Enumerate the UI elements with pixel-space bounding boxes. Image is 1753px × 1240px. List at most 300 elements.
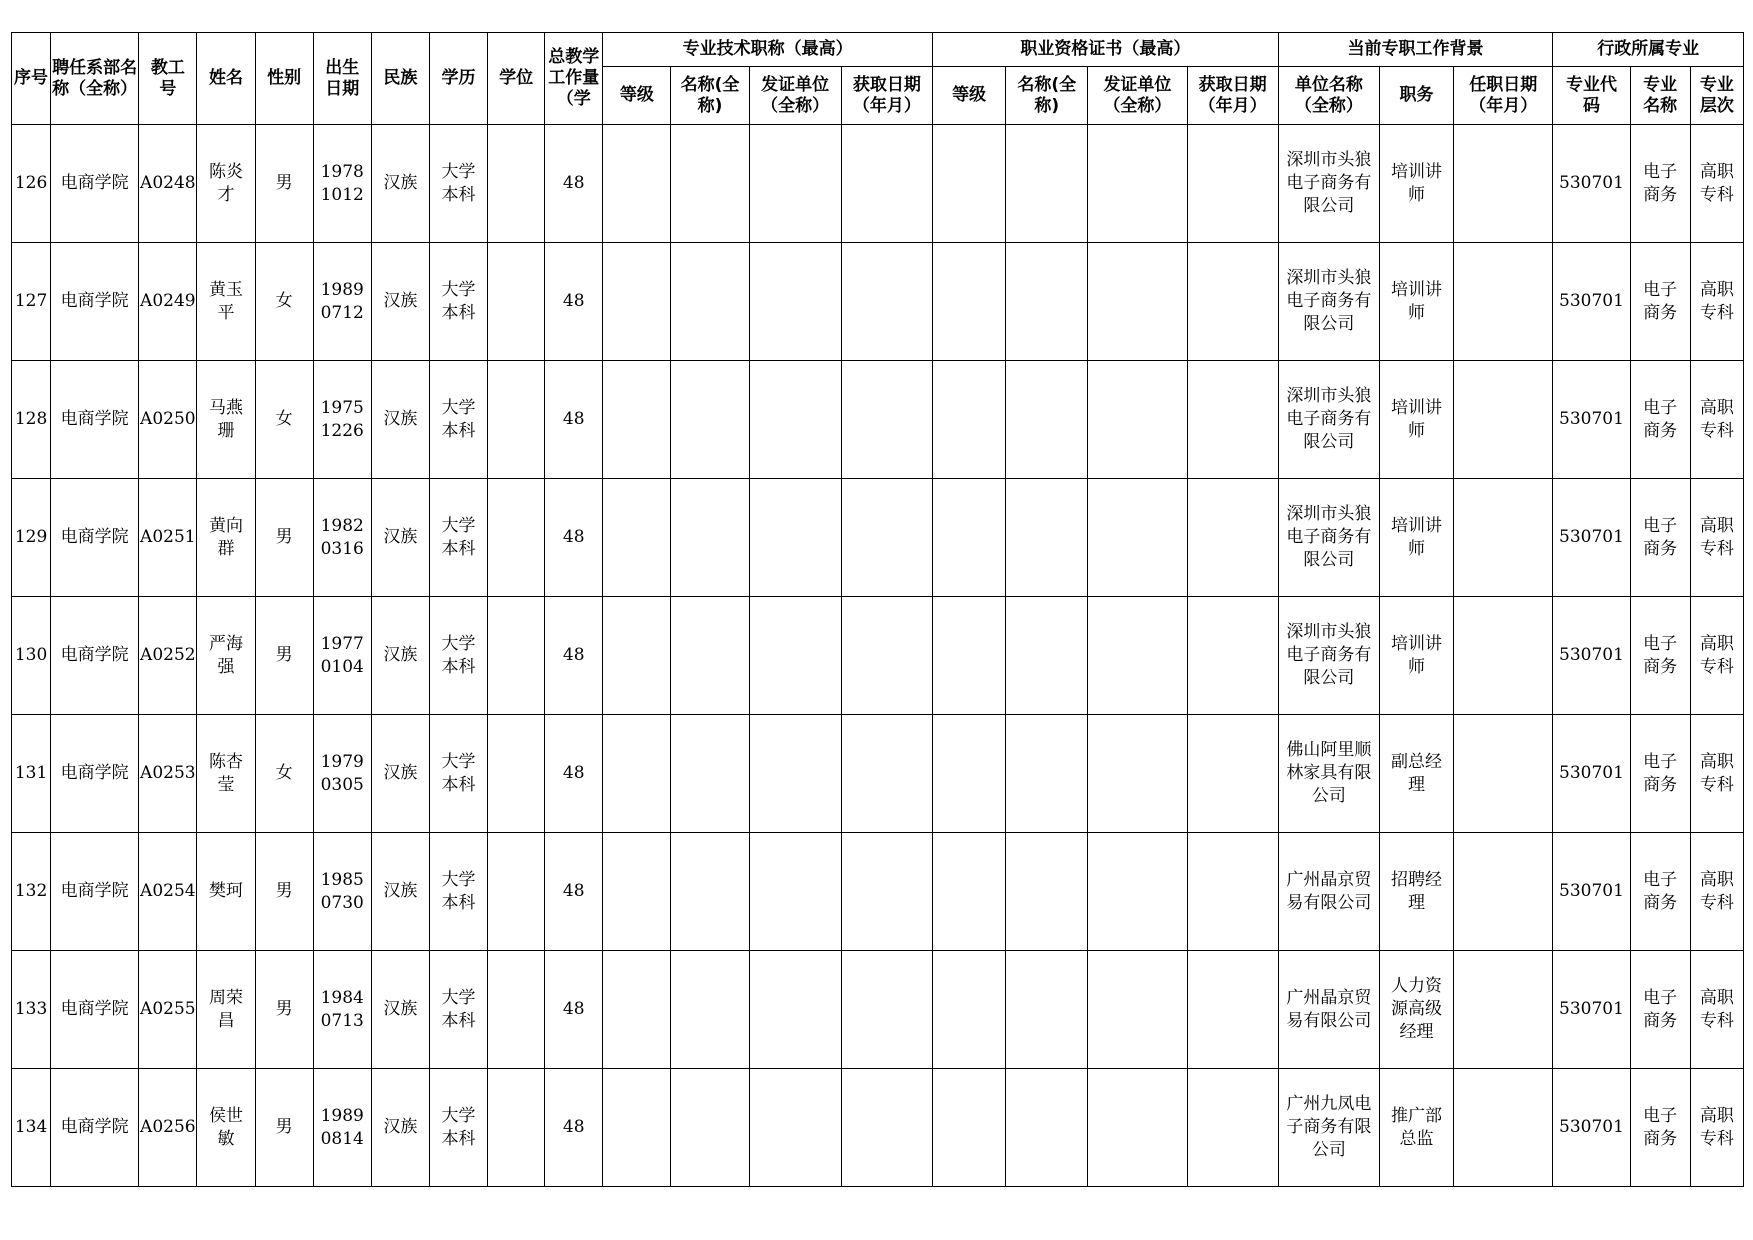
cell-workload-text: 48 [562,527,585,547]
cell-level [603,715,671,833]
col-header-major-code: 专业代码 [1553,67,1630,125]
cell-level [603,597,671,715]
cell-birth [313,479,371,597]
cell-ethnicity [371,951,429,1069]
col-header-employer: 单位名称（全称） [1278,67,1379,125]
cell-employer-text: 深圳市头狼电子商务有限公司 [1286,386,1372,452]
col-header-title-name: 名称(全称) [671,67,749,125]
cell-employer-text: 深圳市头狼电子商务有限公司 [1286,504,1372,570]
cell-ethnicity-text: 汉族 [383,999,418,1019]
cell-ethnicity [371,597,429,715]
cell-employer [1278,125,1379,243]
cell-cert-issuer [1088,479,1187,597]
cell-major-name-text: 电子商务 [1643,751,1678,795]
cell-seq-text: 131 [14,763,48,783]
cell-major-level-text: 高职专科 [1699,1105,1734,1149]
cell-cert-date [1187,833,1278,951]
cell-staff-id [139,833,197,951]
cell-issuer [749,125,841,243]
cell-title-name [671,125,749,243]
cell-education [429,1069,487,1187]
cell-cert-name [1006,479,1088,597]
cell-ethnicity-text: 汉族 [383,527,418,547]
cell-title-name [671,1069,749,1187]
cell-major-name [1630,125,1690,243]
cell-employer [1278,361,1379,479]
cell-dept-text: 电商学院 [60,409,129,429]
cell-level [603,479,671,597]
group-header-admin: 行政所属专业 [1553,33,1744,67]
cell-cert-issuer [1088,951,1187,1069]
cell-gender [255,833,313,951]
cell-education [429,361,487,479]
cell-gender [255,479,313,597]
cell-cert-issuer [1088,125,1187,243]
cell-position [1379,597,1453,715]
cell-workload [545,361,603,479]
cell-title-name [671,479,749,597]
cell-issuer [749,715,841,833]
cell-ethnicity [371,243,429,361]
col-header-cert-date: 获取日期（年月） [1187,67,1278,125]
cell-cert-issuer [1088,833,1187,951]
group-header-cert: 职业资格证书（最高） [932,33,1278,67]
table-row [12,833,1744,951]
cell-employer-text: 广州九凤电子商务有限公司 [1286,1094,1372,1160]
cell-major-name [1630,715,1690,833]
col-header-cert-issuer: 发证单位（全称） [1088,67,1187,125]
col-header-major-level: 专业层次 [1690,67,1743,125]
cell-workload-text: 48 [562,881,585,901]
cell-major-name [1630,479,1690,597]
cell-degree [488,243,545,361]
cell-tenure [1454,125,1553,243]
cell-major-level-text: 高职专科 [1699,397,1734,441]
cell-dept-text: 电商学院 [60,527,129,547]
cell-employer [1278,1069,1379,1187]
cell-birth [313,833,371,951]
cell-ethnicity [371,479,429,597]
cell-cert-name [1006,597,1088,715]
cell-workload [545,951,603,1069]
cell-workload-text: 48 [562,409,585,429]
cell-education-text: 大学本科 [441,633,476,677]
cell-cert-date [1187,1069,1278,1187]
cell-position-text: 副总经理 [1391,751,1443,795]
cell-obtain-date [841,951,932,1069]
cell-workload-text: 48 [562,1117,585,1137]
cell-obtain-date [841,833,932,951]
cell-title-name [671,833,749,951]
cell-position [1379,715,1453,833]
cell-seq-text: 132 [14,881,48,901]
cell-ethnicity [371,361,429,479]
cell-employer-text: 深圳市头狼电子商务有限公司 [1286,268,1372,334]
cell-name-text: 侯世敏 [208,1105,243,1149]
cell-gender-text: 男 [275,527,293,547]
cell-position-text: 推广部总监 [1391,1105,1443,1149]
cell-issuer [749,479,841,597]
cell-seq-text: 133 [14,999,48,1019]
cell-employer [1278,833,1379,951]
cell-ethnicity-text: 汉族 [383,881,418,901]
cell-dept-text: 电商学院 [60,173,129,193]
cell-cert-level [932,479,1005,597]
cell-workload [545,1069,603,1187]
cell-employer [1278,479,1379,597]
cell-gender [255,597,313,715]
cell-cert-date [1187,243,1278,361]
cell-seq [12,1069,51,1187]
cell-dept-text: 电商学院 [60,999,129,1019]
col-header-seq: 序号 [12,33,51,125]
cell-major-level [1690,243,1743,361]
cell-cert-issuer [1088,361,1187,479]
cell-name-text: 陈杏莹 [208,751,243,795]
cell-position [1379,243,1453,361]
cell-gender-text: 男 [275,645,293,665]
cell-education-text: 大学本科 [441,397,476,441]
cell-obtain-date [841,597,932,715]
cell-position [1379,361,1453,479]
cell-seq [12,833,51,951]
cell-major-code [1553,951,1630,1069]
cell-name-text: 严海强 [208,633,243,677]
cell-degree [488,833,545,951]
cell-education [429,597,487,715]
cell-major-name [1630,361,1690,479]
cell-degree [488,951,545,1069]
cell-major-name [1630,833,1690,951]
cell-name [197,479,255,597]
cell-education-text: 大学本科 [441,987,476,1031]
group-header-job: 当前专职工作背景 [1278,33,1553,67]
cell-title-name [671,243,749,361]
cell-seq-text: 126 [14,173,48,193]
cell-seq-text: 129 [14,527,48,547]
table-row [12,597,1744,715]
cell-staff-id-text: A0256 [140,1117,196,1137]
cell-name [197,951,255,1069]
cell-title-name [671,715,749,833]
cell-major-code-text: 530701 [1559,763,1624,783]
cell-birth [313,597,371,715]
cell-seq [12,715,51,833]
cell-major-level [1690,833,1743,951]
col-header-workload: 总教学工作量（学 [545,33,603,125]
cell-seq [12,243,51,361]
cell-seq-text: 128 [14,409,48,429]
cell-dept-text: 电商学院 [60,291,129,311]
cell-position-text: 培训讲师 [1391,397,1443,441]
cell-seq [12,361,51,479]
cell-issuer [749,243,841,361]
cell-position [1379,1069,1453,1187]
cell-staff-id-text: A0248 [140,173,196,193]
cell-obtain-date [841,479,932,597]
cell-major-code [1553,1069,1630,1187]
cell-major-name [1630,243,1690,361]
group-header-tech-title: 专业技术职称（最高） [603,33,933,67]
cell-major-name-text: 电子商务 [1643,633,1678,677]
cell-major-name-text: 电子商务 [1643,1105,1678,1149]
cell-employer-text: 广州晶京贸易有限公司 [1286,869,1372,913]
cell-seq [12,597,51,715]
cell-dept [51,1069,139,1187]
cell-education [429,479,487,597]
cell-staff-id-text: A0251 [140,527,196,547]
cell-major-level [1690,125,1743,243]
col-header-degree: 学位 [488,33,545,125]
cell-staff-id [139,243,197,361]
cell-employer [1278,243,1379,361]
cell-employer [1278,715,1379,833]
cell-employer [1278,951,1379,1069]
cell-education-text: 大学本科 [441,751,476,795]
cell-seq [12,951,51,1069]
col-header-education: 学历 [429,33,487,125]
cell-seq [12,479,51,597]
cell-cert-date [1187,479,1278,597]
cell-issuer [749,597,841,715]
cell-degree [488,715,545,833]
cell-major-level-text: 高职专科 [1699,633,1734,677]
cell-dept-text: 电商学院 [60,763,129,783]
cell-employer [1278,597,1379,715]
cell-cert-level [932,243,1005,361]
cell-major-name [1630,1069,1690,1187]
cell-ethnicity-text: 汉族 [383,1117,418,1137]
cell-birth-text: 19790305 [320,751,364,795]
cell-degree [488,479,545,597]
cell-birth-text: 19820316 [320,515,364,559]
cell-staff-id-text: A0255 [140,999,196,1019]
cell-title-name [671,361,749,479]
cell-degree [488,597,545,715]
cell-tenure [1454,1069,1553,1187]
cell-cert-date [1187,715,1278,833]
cell-obtain-date [841,715,932,833]
table-row [12,125,1744,243]
cell-name [197,125,255,243]
cell-name-text: 马燕珊 [208,397,243,441]
table-row [12,1069,1744,1187]
cell-employer-text: 佛山阿里顺林家具有限公司 [1286,740,1372,806]
cell-cert-name [1006,125,1088,243]
cell-staff-id [139,479,197,597]
cell-cert-issuer [1088,1069,1187,1187]
cell-level [603,125,671,243]
cell-cert-name [1006,1069,1088,1187]
cell-gender [255,715,313,833]
cell-birth [313,361,371,479]
cell-workload [545,715,603,833]
cell-dept [51,597,139,715]
cell-gender-text: 男 [275,881,293,901]
cell-tenure [1454,361,1553,479]
cell-dept [51,243,139,361]
cell-workload-text: 48 [562,999,585,1019]
cell-position [1379,479,1453,597]
cell-name-text: 黄玉平 [208,279,243,323]
cell-major-level-text: 高职专科 [1699,869,1734,913]
cell-cert-level [932,715,1005,833]
cell-position [1379,125,1453,243]
cell-degree [488,125,545,243]
table-row [12,243,1744,361]
col-header-major-name: 专业名称 [1630,67,1690,125]
cell-gender-text: 女 [275,409,293,429]
cell-staff-id [139,951,197,1069]
cell-dept [51,479,139,597]
cell-position-text: 培训讲师 [1391,633,1443,677]
cell-staff-id [139,715,197,833]
cell-cert-date [1187,125,1278,243]
cell-ethnicity [371,833,429,951]
cell-staff-id-text: A0252 [140,645,196,665]
cell-name [197,1069,255,1187]
cell-issuer [749,1069,841,1187]
cell-staff-id-text: A0253 [140,763,196,783]
cell-dept-text: 电商学院 [60,881,129,901]
cell-dept [51,951,139,1069]
cell-education-text: 大学本科 [441,279,476,323]
cell-issuer [749,361,841,479]
col-header-level: 等级 [603,67,671,125]
cell-seq [12,125,51,243]
cell-ethnicity-text: 汉族 [383,291,418,311]
cell-birth-text: 19840713 [320,987,364,1031]
cell-major-level [1690,951,1743,1069]
cell-workload [545,597,603,715]
table-row [12,479,1744,597]
cell-staff-id [139,361,197,479]
cell-issuer [749,833,841,951]
cell-major-level [1690,361,1743,479]
col-header-cert-name: 名称(全称) [1006,67,1088,125]
cell-major-code [1553,243,1630,361]
cell-issuer [749,951,841,1069]
cell-staff-id-text: A0250 [140,409,196,429]
cell-workload [545,243,603,361]
cell-birth-text: 19890814 [320,1105,364,1149]
cell-major-level-text: 高职专科 [1699,987,1734,1031]
cell-gender [255,125,313,243]
cell-cert-date [1187,361,1278,479]
cell-birth-text: 19850730 [320,869,364,913]
cell-birth [313,125,371,243]
cell-major-code [1553,125,1630,243]
cell-gender-text: 男 [275,173,293,193]
cell-name-text: 黄向群 [208,515,243,559]
cell-tenure [1454,715,1553,833]
cell-birth [313,243,371,361]
cell-seq-text: 130 [14,645,48,665]
col-header-staff-id: 教工号 [139,33,197,125]
cell-cert-name [1006,361,1088,479]
cell-workload [545,833,603,951]
cell-position [1379,951,1453,1069]
col-header-gender: 性别 [255,33,313,125]
cell-major-name [1630,951,1690,1069]
cell-gender-text: 男 [275,999,293,1019]
cell-staff-id [139,125,197,243]
cell-name-text: 陈炎才 [208,161,243,205]
cell-workload-text: 48 [562,173,585,193]
cell-major-code [1553,715,1630,833]
cell-education [429,715,487,833]
cell-cert-name [1006,833,1088,951]
cell-major-level [1690,715,1743,833]
cell-gender [255,243,313,361]
cell-position-text: 招聘经理 [1391,869,1443,913]
cell-obtain-date [841,361,932,479]
cell-dept-text: 电商学院 [60,645,129,665]
cell-ethnicity [371,715,429,833]
cell-major-name-text: 电子商务 [1643,161,1678,205]
cell-obtain-date [841,1069,932,1187]
cell-cert-level [932,833,1005,951]
cell-tenure [1454,243,1553,361]
cell-title-name [671,597,749,715]
col-header-name: 姓名 [197,33,255,125]
cell-major-level-text: 高职专科 [1699,161,1734,205]
cell-major-name-text: 电子商务 [1643,869,1678,913]
staff-table [11,32,1744,1187]
cell-gender [255,361,313,479]
cell-name [197,361,255,479]
cell-birth-text: 19751226 [320,397,364,441]
cell-birth-text: 19770104 [320,633,364,677]
cell-degree [488,1069,545,1187]
cell-name [197,597,255,715]
cell-dept [51,715,139,833]
cell-seq-text: 127 [14,291,48,311]
cell-cert-date [1187,951,1278,1069]
cell-ethnicity-text: 汉族 [383,409,418,429]
cell-birth-text: 19890712 [320,279,364,323]
cell-education-text: 大学本科 [441,515,476,559]
cell-major-code-text: 530701 [1559,881,1624,901]
cell-position-text: 人力资源高级经理 [1391,976,1443,1042]
cell-major-code-text: 530701 [1559,999,1624,1019]
cell-dept-text: 电商学院 [60,1117,129,1137]
cell-major-level-text: 高职专科 [1699,751,1734,795]
cell-major-level-text: 高职专科 [1699,515,1734,559]
cell-level [603,361,671,479]
cell-education-text: 大学本科 [441,161,476,205]
cell-employer-text: 广州晶京贸易有限公司 [1286,987,1372,1031]
table-body [12,125,1744,1187]
cell-dept [51,361,139,479]
cell-major-code [1553,597,1630,715]
cell-name [197,715,255,833]
cell-ethnicity-text: 汉族 [383,645,418,665]
cell-education-text: 大学本科 [441,1105,476,1149]
cell-title-name [671,951,749,1069]
cell-major-name-text: 电子商务 [1643,515,1678,559]
cell-level [603,243,671,361]
col-header-dept: 聘任系部名称（全称） [51,33,139,125]
cell-major-code [1553,361,1630,479]
cell-name [197,243,255,361]
cell-cert-level [932,597,1005,715]
cell-major-code-text: 530701 [1559,1117,1624,1137]
col-header-tenure: 任职日期（年月） [1454,67,1553,125]
cell-gender-text: 女 [275,763,293,783]
cell-major-level [1690,1069,1743,1187]
cell-cert-issuer [1088,597,1187,715]
